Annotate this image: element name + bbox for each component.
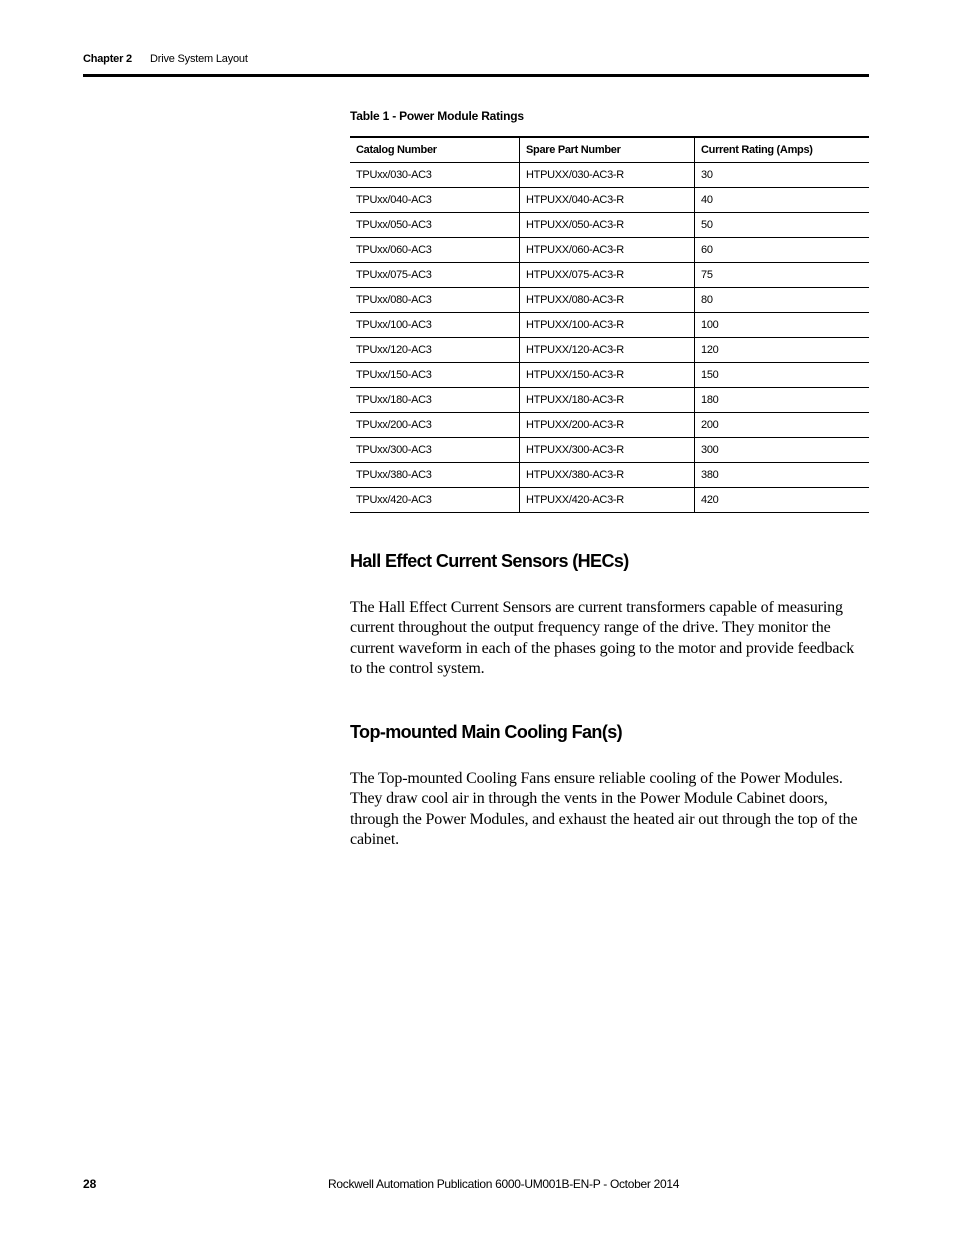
table-cell: 30	[695, 163, 870, 188]
table-cell: TPUxx/080-AC3	[350, 288, 520, 313]
page-number: 28	[83, 1177, 97, 1191]
table-cell: HTPUXX/120-AC3-R	[520, 338, 695, 363]
table-header-row	[350, 137, 869, 163]
table-cell: TPUxx/380-AC3	[350, 463, 520, 488]
table-title: Table 1 - Power Module Ratings	[350, 109, 524, 123]
table-cell: TPUxx/120-AC3	[350, 338, 520, 363]
table-row	[350, 213, 869, 238]
table-cell: 75	[695, 263, 870, 288]
table-cell: 380	[695, 463, 870, 488]
table-row	[350, 188, 869, 213]
table-row	[350, 438, 869, 463]
table-row	[350, 288, 869, 313]
table-cell: TPUxx/060-AC3	[350, 238, 520, 263]
table-cell: 50	[695, 213, 870, 238]
table-row	[350, 413, 869, 438]
table-cell: 100	[695, 313, 870, 338]
header-divider	[83, 74, 869, 77]
table-row	[350, 263, 869, 288]
table-cell: TPUxx/200-AC3	[350, 413, 520, 438]
table-cell: HTPUXX/050-AC3-R	[520, 213, 695, 238]
column-header: Catalog Number	[350, 137, 520, 163]
table-cell: HTPUXX/150-AC3-R	[520, 363, 695, 388]
table-cell: TPUxx/030-AC3	[350, 163, 520, 188]
table-cell: 120	[695, 338, 870, 363]
table-cell: 200	[695, 413, 870, 438]
table-cell: 180	[695, 388, 870, 413]
section-label: Drive System Layout	[150, 53, 248, 65]
section-paragraph-hecs: The Hall Effect Current Sensors are current transformers capable of measuring current throughout the output frequency range of the drive. They monitor the current waveform in each of the phases going to the motor and provide feedback to the control system.	[350, 599, 855, 677]
table-cell: TPUxx/040-AC3	[350, 188, 520, 213]
table-cell: HTPUXX/420-AC3-R	[520, 488, 695, 513]
column-header: Current Rating (Amps)	[695, 137, 870, 163]
section-heading-cooling-fans: Top-mounted Main Cooling Fan(s)	[350, 722, 623, 742]
table-cell: HTPUXX/075-AC3-R	[520, 263, 695, 288]
chapter-label: Chapter 2	[83, 53, 132, 65]
table-cell: 80	[695, 288, 870, 313]
table-row	[350, 313, 869, 338]
table-cell: HTPUXX/100-AC3-R	[520, 313, 695, 338]
table-row	[350, 463, 869, 488]
table-row	[350, 488, 869, 513]
table-row	[350, 338, 869, 363]
table-body	[350, 163, 869, 513]
table-cell: 60	[695, 238, 870, 263]
table-row	[350, 388, 869, 413]
power-module-ratings-table	[350, 136, 869, 513]
table-row	[350, 163, 869, 188]
running-header	[83, 53, 248, 65]
table-cell: HTPUXX/080-AC3-R	[520, 288, 695, 313]
table-cell: TPUxx/300-AC3	[350, 438, 520, 463]
table-cell: TPUxx/100-AC3	[350, 313, 520, 338]
table-cell: TPUxx/150-AC3	[350, 363, 520, 388]
section-heading-hecs: Hall Effect Current Sensors (HECs)	[350, 551, 629, 571]
table-cell: TPUxx/180-AC3	[350, 388, 520, 413]
table-cell: HTPUXX/040-AC3-R	[520, 188, 695, 213]
table-cell: HTPUXX/180-AC3-R	[520, 388, 695, 413]
table-row	[350, 363, 869, 388]
table-cell: TPUxx/050-AC3	[350, 213, 520, 238]
table-cell: 300	[695, 438, 870, 463]
section-paragraph-cooling-fans: The Top-mounted Cooling Fans ensure reliable cooling of the Power Modules. They draw cool air in through the vents in the Power Module Cabinet doors, through the Power Modules, and exhaust the heated air out through the top of the cabinet.	[350, 770, 858, 848]
table-cell: HTPUXX/380-AC3-R	[520, 463, 695, 488]
table-cell: HTPUXX/300-AC3-R	[520, 438, 695, 463]
column-header: Spare Part Number	[520, 137, 695, 163]
table-cell: HTPUXX/200-AC3-R	[520, 413, 695, 438]
table-row	[350, 238, 869, 263]
table-cell: 420	[695, 488, 870, 513]
table-cell: HTPUXX/060-AC3-R	[520, 238, 695, 263]
table-cell: TPUxx/075-AC3	[350, 263, 520, 288]
table-cell: HTPUXX/030-AC3-R	[520, 163, 695, 188]
table-cell: TPUxx/420-AC3	[350, 488, 520, 513]
table-cell: 150	[695, 363, 870, 388]
publication-footer: Rockwell Automation Publication 6000-UM001B-EN-P - October 2014	[328, 1177, 680, 1191]
table-cell: 40	[695, 188, 870, 213]
